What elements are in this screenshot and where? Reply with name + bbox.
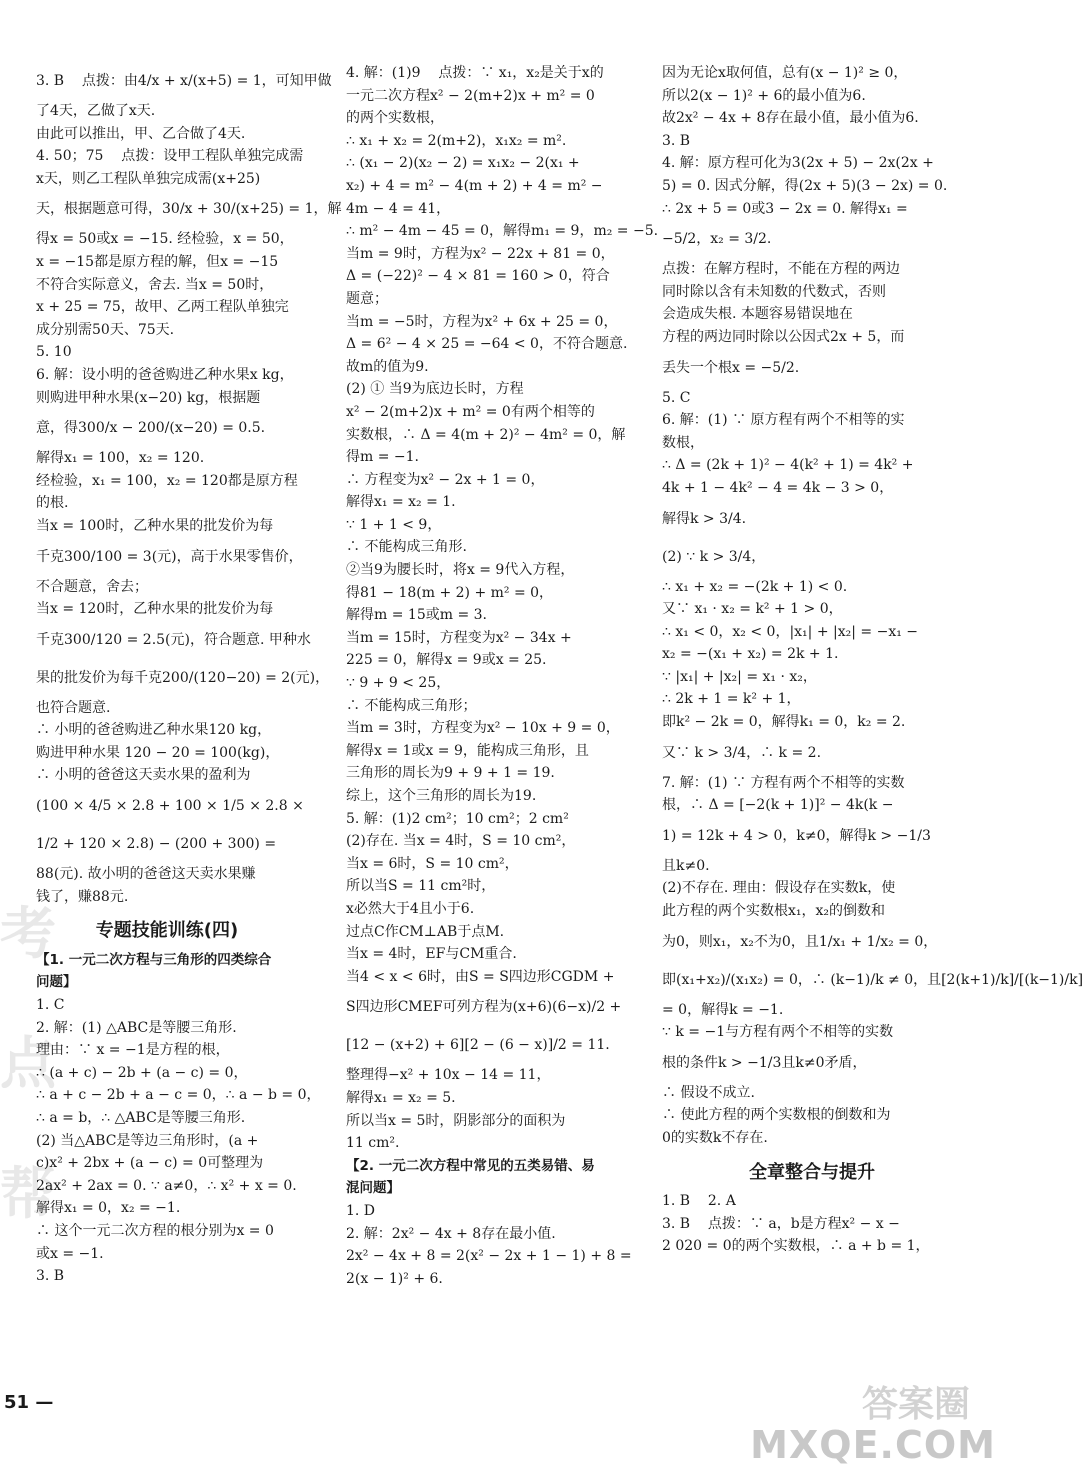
answer-line: 88(元). 故小明的爸爸这天卖水果赚 (36, 866, 256, 883)
answer-line: 当m = −5时，方程为x² + 6x + 25 = 0， (346, 313, 618, 330)
answer-line: x天，则乙工程队单独完成需(x+25) (36, 170, 261, 187)
category-heading: 【1. 一元二次方程与三角形的四类综合 (36, 951, 272, 968)
answer-line: 11 cm². (346, 1135, 400, 1152)
answer-column-left (36, 62, 342, 1288)
answer-line: 因为无论x取何值，总有(x − 1)² ≥ 0， (662, 65, 908, 81)
category-heading: 问题】 (36, 974, 77, 991)
answer-line: ∴ x₁ < 0，x₂ < 0，|x₁| + |x₂| = −x₁ − (662, 623, 919, 640)
answer-line: 2 020 = 0的两个实数根，∴ a + b = 1， (662, 1238, 930, 1255)
answer-line: 当m = 15时，方程变为x² − 34x + (346, 629, 572, 646)
answer-line: 购进甲种水果 120 − 20 = 100(kg)， (36, 744, 280, 761)
answer-line: 7. 解：(1) ∵ 方程有两个不相等的实数 (662, 774, 905, 791)
answer-line: ∵ k = −1与方程有两个不相等的实数 (662, 1024, 894, 1041)
answer-line: 5. 解：(1)2 cm²；10 cm²；2 cm² (346, 810, 569, 827)
answer-line: ∵ 9 + 9 < 25， (346, 675, 451, 692)
answer-line: 1. B 2. A (662, 1193, 736, 1210)
answer-line: 得x = 50或x = −15. 经检验，x = 50， (36, 231, 294, 248)
answer-line: ②当9为腰长时，将x = 9代入方程， (346, 562, 575, 579)
answer-line: 则购进甲种水果(x−20) kg，根据题 (36, 389, 261, 406)
answer-line: 1) = 12k + 4 > 0，k≠0，解得k > −1/3 (662, 827, 931, 844)
answer-line: x必然大于4且小于6. (346, 900, 475, 917)
answer-line: x₂ = −(x₁ + x₂) = 2k + 1. (662, 646, 839, 663)
watermark-logo: 答案圈 (861, 1384, 970, 1425)
answer-line: 的根. (36, 495, 69, 512)
section-heading: 专题技能训练(四) (95, 920, 239, 942)
answer-line: 且k≠0. (662, 857, 710, 874)
answer-line: 解得x = 1或x = 9，能构成三角形，且 (346, 742, 589, 759)
answer-line: 当x = 120时，乙种水果的批发价为每 (36, 601, 274, 618)
answer-line: 即(x₁+x₂)/(x₁x₂) = 0，∴ (k−1)/k ≠ 0，且[2(k+1)/k]/[(k−1)/k] (662, 971, 1083, 988)
answer-line: 千克300/120 = 2.5(元)，符合题意. 甲种水 (36, 631, 311, 648)
answer-line: 4k + 1 − 4k² − 4 = 4k − 3 > 0， (662, 479, 894, 496)
answer-line: x₂) + 4 = m² − 4(m + 2) + 4 = m² − (346, 177, 603, 194)
answer-line: ∴ 小明的爸爸购进乙种水果120 kg， (36, 722, 272, 739)
answer-line: 当x = 4时，EF与CM重合. (346, 946, 517, 963)
answer-line: 4. 解：原方程可化为3(2x + 5) − 2x(2x + (662, 155, 934, 172)
answer-line: 又∵ k > 3/4，∴ k = 2. (662, 744, 822, 761)
answer-line: 天，根据题意可得，30/x + 30/(x+25) = 1，解 (36, 201, 342, 218)
answer-line: 4. 50；75 点拨：设甲工程队单独完成需 (36, 148, 304, 165)
answer-line: 方程的两边同时除以公因式2x + 5，而 (662, 328, 905, 345)
answer-line: 5. 10 (36, 344, 72, 361)
answer-line: 由此可以推出，甲、乙合做了4天. (36, 125, 246, 142)
answer-line: 当x = 100时，乙种水果的批发价为每 (36, 517, 274, 534)
answer-line: 实数根，∴ Δ = 4(m + 2)² − 4m² = 0，解 (346, 426, 626, 443)
section-heading: 全章整合与提升 (749, 1161, 875, 1183)
answer-line: 2(x − 1)² + 6. (346, 1270, 443, 1287)
answer-line: [12 − (x+2) + 6][2 − (6 − x)]/2 = 11. (346, 1037, 610, 1054)
answer-line: 经检验，x₁ = 100，x₂ = 120都是原方程 (36, 472, 298, 489)
answer-line: c)x² + 2bx + (a − c) = 0可整理为 (36, 1155, 264, 1172)
answer-line: 2. 解：(1) △ABC是等腰三角形. (36, 1019, 237, 1036)
answer-line: 钱了，赚88元. (36, 888, 129, 905)
answer-line: 2x² − 4x + 8 = 2(x² − 2x + 1 − 1) + 8 = (346, 1248, 632, 1265)
answer-line: 0的实数k不存在. (662, 1130, 768, 1146)
answer-line: 三角形的周长为9 + 9 + 1 = 19. (346, 765, 555, 782)
answer-line: 所以当S = 11 cm²时， (346, 878, 496, 895)
answer-line: 故2x² − 4x + 8存在最小值，最小值为6. (662, 110, 919, 127)
category-heading: 【2. 一元二次方程中常见的五类易错、易 (346, 1157, 595, 1174)
answer-line: 综上，这个三角形的周长为19. (346, 788, 537, 804)
answer-line: 1/2 + 120 × 2.8) − (200 + 300) = (36, 836, 277, 853)
answer-line: 根，∴ Δ = [−2(k + 1)]² − 4k(k − (662, 797, 894, 814)
answer-line: 根的条件k > −1/3且k≠0矛盾， (662, 1054, 867, 1071)
answer-line: 数根， (662, 434, 704, 451)
answer-line: 所以当x = 5时，阴影部分的面积为 (346, 1112, 566, 1129)
answer-line: 了4天，乙做了x天. (36, 103, 156, 119)
answer-line: (2)存在. 当x = 4时，S = 10 cm²， (346, 833, 576, 850)
answer-line: 3. B 点拨：∵ a，b是方程x² − x − (662, 1215, 900, 1232)
answer-line: 意，得300/x − 200/(x−20) = 0.5. (36, 420, 266, 437)
answer-line: ∴ (a + c) − 2b + (a − c) = 0， (36, 1064, 248, 1081)
answer-line: 当x = 6时，S = 10 cm²， (346, 855, 519, 872)
watermark-text: MXQE.COM (750, 1423, 996, 1467)
answer-line: ∵ 1 + 1 < 9， (346, 516, 442, 533)
answer-column-middle (346, 62, 659, 1290)
page-number: 51 — (4, 1392, 54, 1413)
answer-line: ∴ 这个一元二次方程的根分别为x = 0 (36, 1222, 274, 1239)
answer-line: 5) = 0. 因式分解，得(2x + 5)(3 − 2x) = 0. (662, 177, 948, 194)
answer-line: 6. 解：设小明的爸爸购进乙种水果x kg， (36, 366, 294, 383)
answer-line: 整理得−x² + 10x − 14 = 11， (346, 1067, 551, 1084)
answer-line: 即k² − 2k = 0，解得k₁ = 0，k₂ = 2. (662, 714, 906, 731)
answer-line: ∴ 小明的爸爸这天卖水果的盈利为 (36, 767, 251, 784)
answer-line: 5. C (662, 389, 691, 406)
category-heading: 混问题】 (346, 1180, 400, 1197)
answer-line: 3. B (662, 132, 691, 149)
answer-line: 2ax² + 2ax = 0. ∵ a≠0，∴ x² + x = 0. (36, 1177, 297, 1194)
answer-line: 解得x₁ = 100，x₂ = 120. (36, 450, 205, 467)
answer-line: (2) ① 当9为底边长时，方程 (346, 381, 524, 398)
answer-line: x + 25 = 75，故甲、乙两工程队单独完 (36, 299, 289, 316)
answer-line: 解得x₁ = x₂ = 1. (346, 494, 456, 511)
answer-line: 千克300/100 = 3(元)，高于水果零售价， (36, 548, 303, 565)
answer-line: 1. C (36, 997, 65, 1014)
answer-line: −5/2，x₂ = 3/2. (662, 231, 772, 248)
answer-line: ∴ 2x + 5 = 0或3 − 2x = 0. 解得x₁ = (662, 200, 908, 217)
answer-line: ∴ m² − 4m − 45 = 0，解得m₁ = 9，m₂ = −5. (346, 223, 659, 240)
answer-line: 或x = −1. (36, 1245, 104, 1262)
answer-line: ∴ a + c − 2b + a − c = 0，∴ a − b = 0， (36, 1087, 321, 1104)
answer-line: 4m − 4 = 41， (346, 200, 451, 217)
answer-line: 一元二次方程x² − 2(m+2)x + m² = 0 (346, 87, 595, 104)
answer-line: 为0，则x₁，x₂不为0，且1/x₁ + 1/x₂ = 0， (662, 933, 938, 950)
answer-line: 3. B (36, 1268, 65, 1285)
answer-line: 不符合实际意义，舍去. 当x = 50时， (36, 276, 274, 293)
answer-line: ∴ x₁ + x₂ = 2(m+2)，x₁x₂ = m². (346, 132, 567, 149)
answer-line: 过点C作CM⊥AB于点M. (346, 923, 505, 940)
answer-line: 当m = 3时，方程变为x² − 10x + 9 = 0， (346, 720, 620, 737)
answer-line: 题意； (346, 290, 388, 307)
answer-line: 故m的值为9. (346, 358, 429, 375)
answer-line: 点拨：在解方程时，不能在方程的两边 (662, 261, 900, 278)
answer-line: 解得m = 15或m = 3. (346, 607, 487, 624)
answer-line: x² − 2(m+2)x + m² = 0有两个相等的 (346, 403, 595, 420)
answer-line: x = −15都是原方程的解，但x = −15 (36, 253, 279, 270)
answer-line: 所以2(x − 1)² + 6的最小值为6. (662, 87, 866, 104)
answer-line: 当4 < x < 6时，由S = S四边形CGDM + (346, 968, 615, 985)
answer-line: 4. 解：(1)9 点拨：∵ x₁，x₂是关于x的 (346, 65, 604, 81)
answer-line: (2) 当△ABC是等边三角形时，(a + (36, 1132, 259, 1149)
answer-line: 的两个实数根， (346, 110, 444, 127)
answer-line: 成分别需50天、75天. (36, 321, 175, 338)
faint-background-stamp: 考 点 帮 (0, 902, 56, 1227)
answer-line: ∵ |x₁| + |x₂| = x₁ · x₂， (662, 668, 817, 685)
answer-line: (2)不存在. 理由：假设存在实数k，使 (662, 880, 896, 897)
answer-line: 解得x₁ = x₂ = 5. (346, 1089, 456, 1106)
answer-line: 此方程的两个实数根x₁，x₂的倒数和 (662, 903, 886, 920)
answer-line: 6. 解：(1) ∵ 原方程有两个不相等的实 (662, 412, 905, 429)
answer-column-right (662, 62, 1083, 1258)
answer-line: 解得x₁ = 0，x₂ = −1. (36, 1200, 181, 1217)
answer-line: 2. 解：2x² − 4x + 8存在最小值. (346, 1225, 556, 1242)
answer-line: ∴ 不能构成三角形； (346, 697, 477, 714)
answer-line: ∴ 2k + 1 = k² + 1， (662, 691, 801, 708)
answer-line: 又∵ x₁ · x₂ = k² + 1 > 0， (662, 601, 843, 618)
answer-line: 理由：∵ x = −1是方程的根， (36, 1042, 230, 1059)
answer-line: (2) ∵ k > 3/4， (662, 548, 766, 565)
answer-line: = 0，解得k = −1. (662, 1001, 784, 1018)
answer-line: ∴ 不能构成三角形. (346, 539, 467, 556)
answer-line: 225 = 0，解得x = 9或x = 25. (346, 652, 547, 669)
answer-line: 得m = −1. (346, 449, 419, 466)
answer-line: 1. D (346, 1202, 376, 1219)
answer-line: ∴ x₁ + x₂ = −(2k + 1) < 0. (662, 578, 848, 595)
answer-line: 解得k > 3/4. (662, 510, 747, 527)
answer-line: S四边形CMEF可列方程为(x+6)(6−x)/2 + (346, 999, 622, 1016)
answer-line: ∴ 使此方程的两个实数根的倒数和为 (662, 1107, 891, 1124)
answer-line: ∴ (x₁ − 2)(x₂ − 2) = x₁x₂ − 2(x₁ + (346, 155, 580, 172)
answer-line: ∴ 假设不成立. (662, 1084, 755, 1101)
answer-line: ∴ 方程变为x² − 2x + 1 = 0， (346, 471, 545, 488)
answer-line: ∴ a = b，∴ △ABC是等腰三角形. (36, 1110, 246, 1126)
answer-line: 不合题意，舍去； (36, 578, 148, 595)
answer-line: Δ = (−22)² − 4 × 81 = 160 > 0，符合 (346, 268, 610, 285)
answer-line: 得81 − 18(m + 2) + m² = 0， (346, 584, 554, 601)
answer-line: (100 × 4/5 × 2.8 + 100 × 1/5 × 2.8 × (36, 798, 304, 815)
answer-line: 果的批发价为每千克200/(120−20) = 2(元)， (36, 669, 330, 686)
answer-line: Δ = 6² − 4 × 25 = −64 < 0，不符合题意. (346, 336, 628, 353)
answer-line: 丢失一个根x = −5/2. (662, 359, 800, 376)
answer-line: 同时除以含有未知数的代数式，否则 (662, 283, 886, 300)
answer-line: 也符合题意. (36, 699, 111, 716)
answer-line: ∴ Δ = (2k + 1)² − 4(k² + 1) = 4k² + (662, 457, 914, 474)
answer-line: 当m = 9时，方程为x² − 22x + 81 = 0， (346, 245, 615, 262)
answer-line: 会造成失根. 本题容易错误地在 (662, 306, 853, 323)
answer-line: 3. B 点拨：由4/x + x/(x+5) = 1，可知甲做 (36, 73, 332, 89)
